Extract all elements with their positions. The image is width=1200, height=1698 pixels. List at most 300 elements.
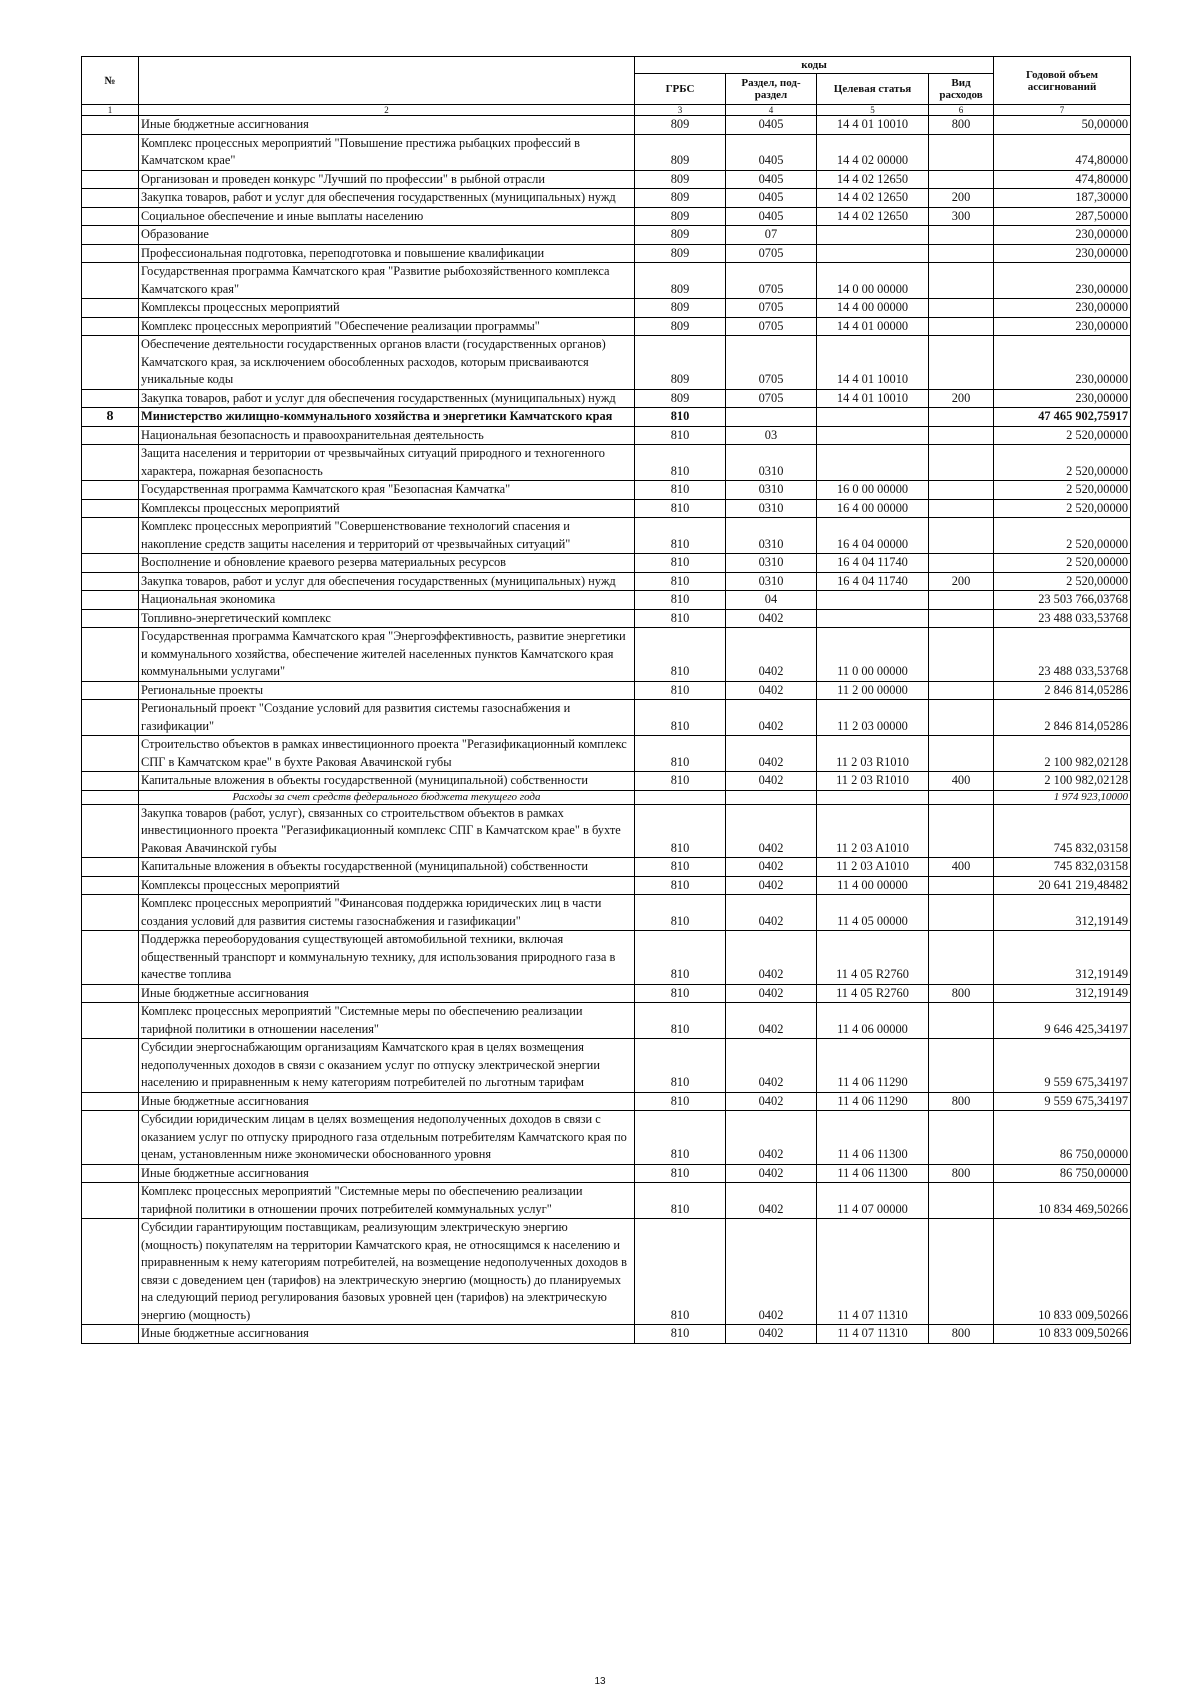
row-grbs: 810 [635,681,726,700]
row-number [82,481,139,500]
row-grbs: 810 [635,609,726,628]
row-name: Субсидии гарантирующим поставщикам, реализующим электрическую энергию (мощность) покупателям на территории Камчатского края, не относящимся к населению и приравненным к нему категориям потребителей, на возмещение недополученных доходов в связи с доведением цен (тарифов) на электрическую энергию (мощность) до планируемых на следующий период регулирования базовых уровней цен (тарифов) на электрическую энергию (мощность) [139,1219,635,1325]
row-amount: 474,80000 [994,134,1131,170]
row-section: 0402 [726,681,817,700]
row-name: Капитальные вложения в объекты государственной (муниципальной) собственности [139,772,635,791]
row-section: 0705 [726,336,817,390]
row-target-item [817,790,929,804]
row-name: Иные бюджетные ассигнования [139,1092,635,1111]
row-target-item: 11 4 06 11300 [817,1111,929,1165]
row-number [82,628,139,682]
row-target-item: 11 4 07 11310 [817,1219,929,1325]
row-amount: 2 846 814,05286 [994,681,1131,700]
row-name: Закупка товаров, работ и услуг для обеспечения государственных (муниципальных) нужд [139,389,635,408]
row-target-item: 14 4 01 10010 [817,116,929,135]
row-name: Обеспечение деятельности государственных органов власти (государственных органов) Камчатского края, за исключением обособленных расходов, которым присваиваются уникальные коды [139,336,635,390]
row-amount: 230,00000 [994,336,1131,390]
row-expense-type: 300 [929,207,994,226]
row-name: Восполнение и обновление краевого резерва материальных ресурсов [139,554,635,573]
row-section: 0402 [726,876,817,895]
row-target-item: 14 4 02 00000 [817,134,929,170]
row-number [82,804,139,858]
row-section [726,790,817,804]
row-number [82,1092,139,1111]
row-target-item: 11 2 00 00000 [817,681,929,700]
row-grbs: 809 [635,336,726,390]
table-row [82,336,1131,390]
row-amount: 230,00000 [994,299,1131,318]
row-grbs: 809 [635,116,726,135]
row-target-item: 11 4 05 00000 [817,895,929,931]
row-grbs: 809 [635,317,726,336]
row-target-item: 14 4 00 00000 [817,299,929,318]
header-grbs: ГРБС [635,74,726,105]
row-name: Комплекс процессных мероприятий "Финансовая поддержка юридических лиц в части создания условий для развития системы газоснабжения и газификации" [139,895,635,931]
row-number [82,170,139,189]
table-row [82,170,1131,189]
row-number [82,681,139,700]
row-target-item: 11 4 05 R2760 [817,984,929,1003]
row-name: Расходы за счет средств федерального бюджета текущего года [139,790,635,804]
row-target-item: 11 2 03 00000 [817,700,929,736]
column-number: 4 [726,105,817,116]
table-row [82,499,1131,518]
row-expense-type [929,736,994,772]
table-row [82,931,1131,985]
row-expense-type [929,263,994,299]
row-target-item [817,426,929,445]
row-amount: 23 488 033,53768 [994,609,1131,628]
row-expense-type [929,700,994,736]
table-row [82,1092,1131,1111]
table-row [82,628,1131,682]
row-name: Комплексы процессных мероприятий [139,876,635,895]
page-number: 13 [594,1676,606,1687]
row-name: Комплексы процессных мероприятий [139,299,635,318]
row-expense-type: 800 [929,1164,994,1183]
row-expense-type [929,1111,994,1165]
row-amount: 47 465 902,75917 [994,408,1131,427]
table-row [82,481,1131,500]
row-section: 0310 [726,445,817,481]
row-expense-type [929,226,994,245]
row-grbs: 810 [635,1003,726,1039]
row-amount: 50,00000 [994,116,1131,135]
row-expense-type [929,876,994,895]
row-grbs: 810 [635,984,726,1003]
row-name: Субсидии энергоснабжающим организациям Камчатского края в целях возмещения недополученных доходов в связи с оказанием услуг по отпуску электрической энергии населению и приравненным к нему категориям потребителей по льготным тарифам [139,1039,635,1093]
row-number [82,1219,139,1325]
table-row [82,1003,1131,1039]
table-row [82,426,1131,445]
row-section: 0310 [726,572,817,591]
row-section: 03 [726,426,817,445]
column-number: 5 [817,105,929,116]
row-amount: 86 750,00000 [994,1111,1131,1165]
row-grbs: 809 [635,263,726,299]
row-number [82,591,139,610]
row-target-item: 11 4 07 11310 [817,1325,929,1344]
table-row [82,790,1131,804]
row-number [82,790,139,804]
row-amount: 474,80000 [994,170,1131,189]
row-amount: 1 974 923,10000 [994,790,1131,804]
table-row [82,445,1131,481]
row-grbs: 809 [635,134,726,170]
row-number [82,299,139,318]
row-expense-type [929,499,994,518]
row-grbs: 810 [635,931,726,985]
row-amount: 2 520,00000 [994,426,1131,445]
row-section: 0405 [726,207,817,226]
row-amount: 745 832,03158 [994,858,1131,877]
table-row [82,858,1131,877]
row-number [82,244,139,263]
row-name: Иные бюджетные ассигнования [139,984,635,1003]
row-grbs [635,790,726,804]
row-target-item: 14 4 01 10010 [817,336,929,390]
table-row [82,1111,1131,1165]
row-name: Защита населения и территории от чрезвычайных ситуаций природного и техногенного характера, пожарная безопасность [139,445,635,481]
row-grbs: 810 [635,426,726,445]
row-number [82,518,139,554]
row-target-item: 16 4 04 00000 [817,518,929,554]
row-name: Комплекс процессных мероприятий "Системные меры по обеспечению реализации тарифной политики в отношении прочих потребителей коммунальных услуг" [139,1183,635,1219]
row-section: 0402 [726,931,817,985]
row-name: Региональный проект "Создание условий для развития системы газоснабжения и газификации" [139,700,635,736]
row-grbs: 810 [635,408,726,427]
row-amount: 23 488 033,53768 [994,628,1131,682]
row-expense-type [929,1219,994,1325]
row-expense-type [929,518,994,554]
row-expense-type [929,628,994,682]
row-name: Государственная программа Камчатского края "Развитие рыбохозяйственного комплекса Камчатского края" [139,263,635,299]
row-expense-type [929,244,994,263]
row-amount: 287,50000 [994,207,1131,226]
row-expense-type [929,1183,994,1219]
table-row [82,1183,1131,1219]
table-row [82,244,1131,263]
row-amount: 10 833 009,50266 [994,1325,1131,1344]
header-number: № [82,57,139,105]
row-expense-type [929,1039,994,1093]
row-number [82,736,139,772]
row-target-item: 14 4 02 12650 [817,189,929,208]
row-amount: 9 646 425,34197 [994,1003,1131,1039]
row-grbs: 809 [635,189,726,208]
row-grbs: 809 [635,389,726,408]
table-row [82,572,1131,591]
row-number [82,772,139,791]
row-section: 0705 [726,317,817,336]
row-name: Закупка товаров (работ, услуг), связанных со строительством объектов в рамках инвестиционного проекта "Регазификационный комплекс СПГ в Камчатском крае" в бухте Раковая Авачинской губы [139,804,635,858]
row-section: 0310 [726,481,817,500]
row-name: Комплекс процессных мероприятий "Обеспечение реализации программы" [139,317,635,336]
row-number [82,1325,139,1344]
row-target-item [817,591,929,610]
row-section: 0310 [726,499,817,518]
row-target-item: 11 0 00 00000 [817,628,929,682]
row-amount: 23 503 766,03768 [994,591,1131,610]
row-name: Национальная экономика [139,591,635,610]
row-number: 8 [82,408,139,427]
table-row [82,189,1131,208]
table-row [82,134,1131,170]
row-expense-type: 800 [929,1325,994,1344]
row-section: 0402 [726,736,817,772]
row-expense-type [929,481,994,500]
row-number [82,931,139,985]
row-name: Национальная безопасность и правоохранительная деятельность [139,426,635,445]
row-name: Иные бюджетные ассигнования [139,1325,635,1344]
row-number [82,189,139,208]
row-section: 0402 [726,1092,817,1111]
header-section: Раздел, под- раздел [726,74,817,105]
table-row [82,1219,1131,1325]
table-row [82,263,1131,299]
row-target-item: 11 4 06 11290 [817,1039,929,1093]
row-name: Региональные проекты [139,681,635,700]
row-name: Образование [139,226,635,245]
row-amount: 2 520,00000 [994,518,1131,554]
row-amount: 230,00000 [994,244,1131,263]
row-section: 0405 [726,134,817,170]
row-grbs: 810 [635,518,726,554]
row-grbs: 810 [635,628,726,682]
table-row [82,1325,1131,1344]
row-target-item: 11 4 06 11290 [817,1092,929,1111]
row-section [726,408,817,427]
appropriations-table [81,56,1131,1344]
row-target-item: 11 4 06 00000 [817,1003,929,1039]
row-section: 0405 [726,116,817,135]
row-target-item [817,609,929,628]
header-name [139,57,635,105]
row-number [82,207,139,226]
row-expense-type [929,554,994,573]
row-target-item: 11 4 06 11300 [817,1164,929,1183]
row-section: 0705 [726,244,817,263]
row-amount: 86 750,00000 [994,1164,1131,1183]
row-number [82,336,139,390]
table-row [82,736,1131,772]
row-expense-type [929,804,994,858]
table-row [82,1039,1131,1093]
row-amount: 9 559 675,34197 [994,1092,1131,1111]
row-section: 04 [726,591,817,610]
row-number [82,876,139,895]
row-number [82,226,139,245]
column-number: 2 [139,105,635,116]
table-row [82,116,1131,135]
row-section: 0402 [726,895,817,931]
row-amount: 2 520,00000 [994,554,1131,573]
row-expense-type [929,591,994,610]
row-section: 0402 [726,628,817,682]
row-amount: 2 520,00000 [994,481,1131,500]
row-section: 0402 [726,1219,817,1325]
row-grbs: 810 [635,572,726,591]
row-target-item [817,226,929,245]
row-grbs: 809 [635,244,726,263]
row-number [82,1164,139,1183]
row-target-item: 11 2 03 A1010 [817,804,929,858]
row-section: 0310 [726,518,817,554]
row-number [82,499,139,518]
row-grbs: 810 [635,1219,726,1325]
row-target-item: 14 4 02 12650 [817,170,929,189]
row-target-item: 16 4 04 11740 [817,554,929,573]
row-target-item: 14 4 02 12650 [817,207,929,226]
row-amount: 2 520,00000 [994,572,1131,591]
table-row [82,681,1131,700]
row-amount: 187,30000 [994,189,1131,208]
header-codes: коды [635,57,994,74]
row-expense-type [929,445,994,481]
row-name: Строительство объектов в рамках инвестиционного проекта "Регазификационный комплекс СПГ в Камчатском крае" в бухте Раковая Авачинской губы [139,736,635,772]
row-target-item [817,244,929,263]
row-target-item: 16 0 00 00000 [817,481,929,500]
row-amount: 312,19149 [994,984,1131,1003]
row-number [82,1111,139,1165]
table-row [82,700,1131,736]
row-name: Закупка товаров, работ и услуг для обеспечения государственных (муниципальных) нужд [139,572,635,591]
table-row [82,876,1131,895]
row-target-item: 11 2 03 A1010 [817,858,929,877]
table-row [82,609,1131,628]
row-grbs: 810 [635,499,726,518]
row-grbs: 810 [635,736,726,772]
row-section: 0402 [726,772,817,791]
row-target-item: 11 4 07 00000 [817,1183,929,1219]
header-target-item: Целевая статья [817,74,929,105]
row-name: Министерство жилищно-коммунального хозяйства и энергетики Камчатского края [139,408,635,427]
row-section: 0402 [726,1325,817,1344]
row-target-item: 16 4 00 00000 [817,499,929,518]
row-number [82,116,139,135]
row-expense-type [929,1003,994,1039]
table-row [82,1164,1131,1183]
row-grbs: 809 [635,207,726,226]
row-amount: 10 834 469,50266 [994,1183,1131,1219]
row-number [82,445,139,481]
row-expense-type [929,408,994,427]
row-number [82,1039,139,1093]
row-expense-type: 200 [929,189,994,208]
row-section: 07 [726,226,817,245]
row-expense-type [929,609,994,628]
row-expense-type [929,336,994,390]
row-name: Поддержка переоборудования существующей автомобильной техники, включая общественный транспорт и коммунальную технику, для использования природного газа в качестве топлива [139,931,635,985]
row-expense-type [929,790,994,804]
row-number [82,426,139,445]
row-expense-type [929,170,994,189]
row-name: Субсидии юридическим лицам в целях возмещения недополученных доходов в связи с оказанием услуг по отпуску природного газа отдельным потребителям Камчатского края по ценам, установленным ниже экономически обоснованного уровня [139,1111,635,1165]
row-target-item: 14 4 01 10010 [817,389,929,408]
row-name: Комплекс процессных мероприятий "Совершенствование технологий спасения и накопление средств защиты населения и территорий от чрезвычайных ситуаций" [139,518,635,554]
row-amount: 10 833 009,50266 [994,1219,1131,1325]
row-number [82,263,139,299]
row-expense-type: 800 [929,1092,994,1111]
row-target-item: 14 4 01 00000 [817,317,929,336]
row-number [82,134,139,170]
row-grbs: 810 [635,1325,726,1344]
row-expense-type [929,681,994,700]
row-expense-type: 200 [929,389,994,408]
row-expense-type: 800 [929,116,994,135]
row-section: 0402 [726,858,817,877]
row-expense-type [929,299,994,318]
row-number [82,389,139,408]
row-section: 0405 [726,170,817,189]
row-name: Социальное обеспечение и иные выплаты населению [139,207,635,226]
table-row [82,226,1131,245]
table-row [82,772,1131,791]
table-row [82,554,1131,573]
row-grbs: 809 [635,170,726,189]
row-target-item: 16 4 04 11740 [817,572,929,591]
row-section: 0402 [726,804,817,858]
row-name: Иные бюджетные ассигнования [139,116,635,135]
row-section: 0705 [726,389,817,408]
row-number [82,984,139,1003]
row-grbs: 810 [635,554,726,573]
row-section: 0405 [726,189,817,208]
row-amount: 20 641 219,48482 [994,876,1131,895]
row-amount: 2 520,00000 [994,499,1131,518]
table-row [82,804,1131,858]
row-name: Топливно-энергетический комплекс [139,609,635,628]
row-target-item: 11 2 03 R1010 [817,772,929,791]
column-number: 1 [82,105,139,116]
row-grbs: 810 [635,876,726,895]
column-number: 7 [994,105,1131,116]
row-amount: 230,00000 [994,263,1131,299]
row-name: Комплексы процессных мероприятий [139,499,635,518]
row-section: 0402 [726,984,817,1003]
table-row [82,895,1131,931]
row-expense-type: 800 [929,984,994,1003]
row-grbs: 809 [635,299,726,318]
row-amount: 2 100 982,02128 [994,772,1131,791]
row-amount: 745 832,03158 [994,804,1131,858]
table-row [82,408,1131,427]
row-expense-type [929,134,994,170]
row-expense-type: 200 [929,572,994,591]
table-row [82,317,1131,336]
row-amount: 2 100 982,02128 [994,736,1131,772]
row-section: 0705 [726,263,817,299]
row-expense-type [929,317,994,336]
row-name: Государственная программа Камчатского края "Энергоэффективность, развитие энергетики и коммунального хозяйства, обеспечение жителей населенных пунктов Камчатского края коммунальными услугами" [139,628,635,682]
row-expense-type [929,426,994,445]
row-section: 0402 [726,1003,817,1039]
row-amount: 230,00000 [994,226,1131,245]
row-grbs: 810 [635,1183,726,1219]
row-grbs: 810 [635,858,726,877]
table-row [82,207,1131,226]
row-name: Профессиональная подготовка, переподготовка и повышение квалификации [139,244,635,263]
row-number [82,895,139,931]
row-name: Иные бюджетные ассигнования [139,1164,635,1183]
row-target-item: 11 4 00 00000 [817,876,929,895]
row-grbs: 810 [635,1111,726,1165]
row-target-item: 11 4 05 R2760 [817,931,929,985]
row-name: Капитальные вложения в объекты государственной (муниципальной) собственности [139,858,635,877]
row-section: 0402 [726,1164,817,1183]
row-name: Комплекс процессных мероприятий "Системные меры по обеспечению реализации тарифной политики в отношении населения" [139,1003,635,1039]
row-grbs: 810 [635,1164,726,1183]
